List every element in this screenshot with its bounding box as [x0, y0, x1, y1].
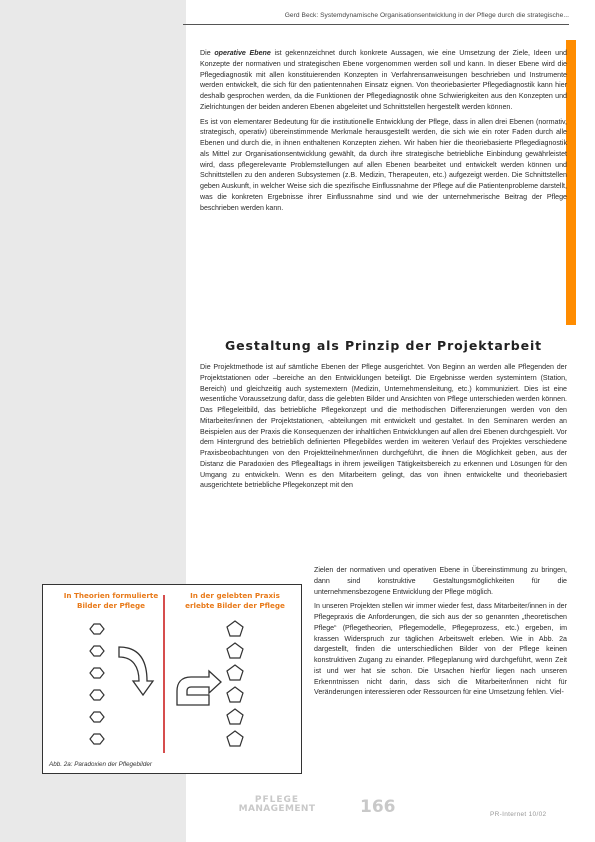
header-rule [183, 24, 569, 25]
paragraph-projektmethode-continued: Zielen der normativen und operativen Ebene in Übereinstimmung zu bringen, dann sind konstruktive Gestaltungsmöglichkeiten für die unternehmensbezogene Entwicklung der Pflege möglich. [314, 566, 567, 596]
emphasis-operative-ebene: operative Ebene [214, 49, 271, 57]
pentagon-column [227, 621, 243, 746]
section-heading: Gestaltung als Prinzip der Projektarbeit [224, 338, 543, 353]
paragraph-projektmethode: Die Projektmethode ist auf sämtliche Ebenen der Pflege ausgerichtet. Von Beginn an werden alle Pflegenden der Projektstationen oder –bereiche an den Entwicklungen beteiligt. Die Ergebnisse werden systemintern (Station, Bereich) und gleichzeitig auch systemextern (Medizin, Unternehmensleitung, etc.) kommuniziert. Dies ist eine wesentliche Voraussetzung dafür, dass die gelebten Bilder und Ansichten von Pflege unterschieden werden können. Das Pflegeleitbild, das betriebliche Pflegekonzept und die methodischen Differenzierungen werden von den Mitarbeiter/innen der Projektstationen, -abteilungen mit entwickelt und gestaltet. In den Seminaren werden an Beispielen aus der Praxis die Konsequenzen der inhaltlichen Entwicklungen auf allen drei Ebenen durchgespielt. Vor dem Hintergrund des betrieblich definierten Pflegebildes werden im weiteren Verlauf des Projektes verschiedene Praxisbeobachtungen von den Projektteilnehmer/innen durchgeführt, die ihnen die Möglichkeit geben, aus der Distanz die Paradoxien des Pflegealltags in ihrem jeweiligen Tätigkeitsbereich zu erkennen und Lösungen für den Umgang zu entwickeln. Wenn es den Mitarbeitern gelingt, das von ihnen entwickelte und theoriebasiert ausgerichtete betriebliche Pflegekonzept mit den [200, 363, 567, 490]
hexagon-column [90, 624, 104, 744]
figure-title-theory: In Theorien formulierte Bilder der Pflege [63, 591, 159, 610]
u-turn-arrow-icon [177, 671, 221, 705]
paragraph-projekten: In unseren Projekten stellen wir immer wieder fest, dass Mitarbeiter/innen in der Pflegepraxis die Anforderungen, die sich aus der so genannten „theoretischen Pflege“ (Pflegetheorien, Pflegemodelle, Pflegeprozess, etc.) ergeben, im krassen Widerspruch zur täglichen Arbeitswelt erleben. Wie in Abb. 2a dargestellt, finden die unterschiedlichen Bilder von der Pflege keinen konstruktiven Zugang zu einander. Pflegeplanung wird durchgeführt, wenn Zeit ist und wer hat sie schon. Die Ursachen hierfür liegen nach unseren Erkenntnissen nicht darin, dass sich die Mitarbeiter/innen nicht für Veränderungen interessieren oder Ressourcen für eine Umsetzung fehlen. Viel- [314, 602, 567, 697]
hexagon-3 [90, 668, 104, 678]
figure-title-practice: In der gelebten Praxis erlebte Bilder der Pflege [185, 591, 285, 610]
logo-line-pflege: PFLEGE [254, 795, 300, 805]
pentagon-3 [227, 665, 243, 680]
logo-line-management: MANAGEMENT [238, 804, 316, 814]
pentagon-4 [227, 687, 243, 702]
accent-bar [566, 40, 576, 325]
hexagon-1 [90, 624, 104, 634]
pentagon-1 [227, 621, 243, 636]
issue-label: PR-Internet 10/02 [490, 811, 547, 818]
figure-drawing [43, 585, 301, 773]
paragraph-elementare-bedeutung: Es ist von elementarer Bedeutung für die institutionelle Entwicklung der Pflege, dass in allen drei Ebenen (normativ, strategisch, operativ) übereinstimmende Merkmale herausgestellt werden, die sich wie ein roter Faden durch alle Ebenen und durch die, in ihnen enthaltenen Konzepten ziehen. Wir haben hier die theoriebasierte Pflegediagnostik als Mittel zur Organisationsentwicklung gewählt, da durch ihre strategische betriebliche Einbindung gewährleistet wird, dass pflegerelevante Problemstellungen auf allen Ebenen bearbeitet und entwickelt werden können und Schnittstellen zu den anderen Subsystemen (z.B. Medizin, Therapeuten, etc.) aufgezeigt werden. Die Schnittstellen geben Auskunft, in welcher Weise sich die spezifische Einflussnahme der Pflege auf die Patientenprobleme darstellt, was die konkreten Ergebnisse ihrer Einflussnahme sind und wie der unternehmerische Beitrag der Pflege beschrieben werden kann. [200, 117, 567, 212]
hexagon-6 [90, 734, 104, 744]
section2-body [200, 362, 567, 495]
section2-wrap-column [314, 565, 567, 702]
hexagon-5 [90, 712, 104, 722]
figure-paradoxien [42, 584, 302, 774]
page-number: 166 [360, 797, 396, 817]
pentagon-6 [227, 731, 243, 746]
running-header [183, 8, 583, 30]
pentagon-5 [227, 709, 243, 724]
figure-caption: Abb. 2a: Paradoxien der Pflegebilder [49, 761, 152, 768]
hexagon-4 [90, 690, 104, 700]
section1-body [200, 48, 567, 217]
hexagon-2 [90, 646, 104, 656]
curved-arrow-icon [119, 647, 153, 695]
journal-logo [232, 795, 322, 817]
pentagon-2 [227, 643, 243, 658]
paragraph-operative-ebene: Die operative Ebene ist gekennzeichnet durch konkrete Aussagen, wie eine Umsetzung der Ziele, Ideen und Konzepte der normativen und strategischen Ebene vorgenommen werden soll und kann. In dieser Ebene wird die Pflegediagnostik mit allen konstituierenden Konzepten in Verfahrensanweisungen beschrieben und Instrumente werden entwickelt, die sich für den patientennahen Einsatz eignen. Von theoriebasierter Pflegediagnostik kann hier deshalb gesprochen werden, da die Funktionen der Pflegediagnostik ohne Schwierigkeiten aus den Konzepten und Zielrichtungen der beiden anderen Ebenen abgeleitet und Schnittstellen hergestellt werden können. [200, 49, 567, 111]
running-title: Gerd Beck: Systemdynamische Organisationsentwicklung in der Pflege durch die strategische... [284, 12, 569, 19]
